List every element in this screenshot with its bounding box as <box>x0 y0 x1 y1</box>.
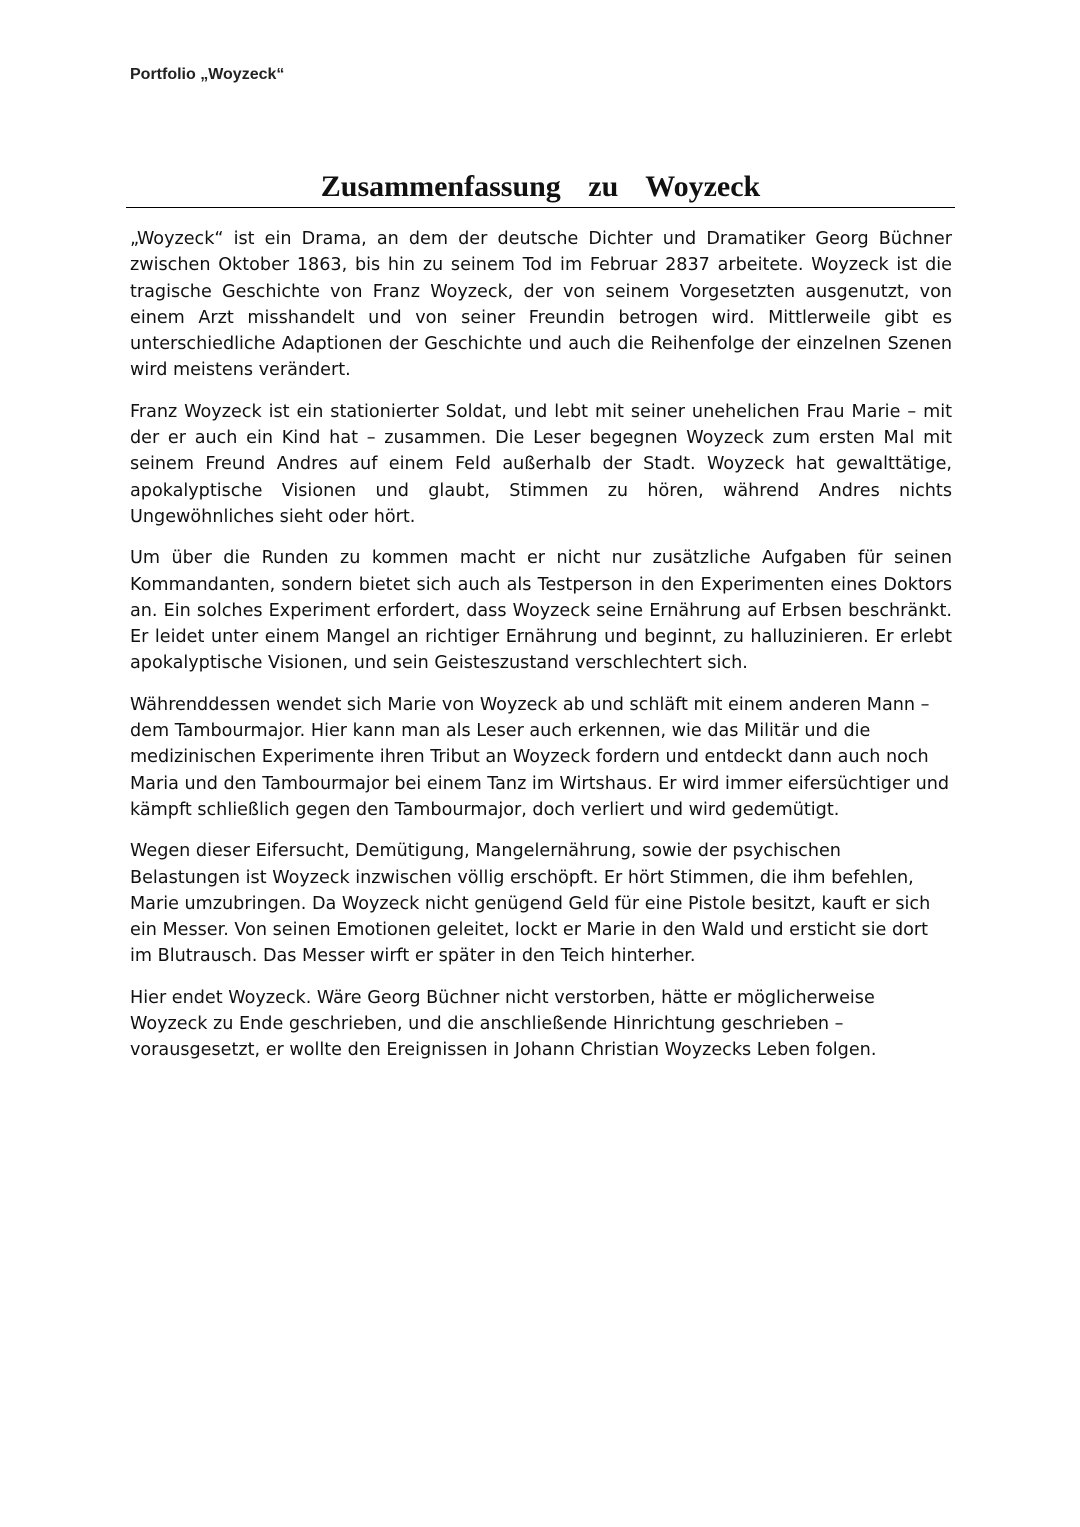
running-header: Portfolio „Woyzeck“ <box>130 66 285 83</box>
title-block <box>126 170 955 208</box>
page-title: Zusammenfassung zu Woyzeck <box>320 170 761 203</box>
paragraph-experiments: Um über die Runden zu kommen macht er nicht nur zusätzliche Aufgaben für seinen Kommandanten, sondern bietet sich auch als Testperson in den Experimenten eines Doktors an. Ein solches Experiment erfordert, dass Woyzeck seine Ernährung auf Erbsen beschränkt. Er leidet unter einem Mangel an richtiger Ernährung und beginnt, zu halluzinieren. Er erlebt apokalyptische Visionen, und sein Geisteszustand verschlechtert sich. <box>130 548 952 674</box>
document-body <box>130 226 952 1079</box>
paragraph-murder: Wegen dieser Eifersucht, Demütigung, Mangelernährung, sowie der psychischen Belastungen ist Woyzeck inzwischen völlig erschöpft. Er hört Stimmen, die ihm befehlen, Marie umzubringen. Da Woyzeck nicht genügend Geld für eine Pistole besitzt, kauft er sich ein Messer. Von seinen Emotionen geleitet, lockt er Marie in den Wald und ersticht sie dort im Blutrausch. Das Messer wirft er später in den Teich hinterher. <box>130 841 931 967</box>
paragraph-ending: Hier endet Woyzeck. Wäre Georg Büchner nicht verstorben, hätte er möglicherweise Woyzeck zu Ende geschrieben, und die anschließende Hinrichtung geschrieben – vorausgesetzt, er wollte den Ereignissen in Johann Christian Woyzecks Leben folgen. <box>130 987 877 1061</box>
paragraph-woyzeck-marie: Franz Woyzeck ist ein stationierter Soldat, und lebt mit seiner unehelichen Frau Marie – mit der er auch ein Kind hat – zusammen. Die Leser begegnen Woyzeck zum ersten Mal mit seinem Freund Andres auf einem Feld außerhalb der Stadt. Woyzeck hat gewalttätige, apokalyptische Visionen und glaubt, Stimmen zu hören, während Andres nichts Ungewöhnliches sieht oder hört. <box>130 401 952 527</box>
paragraph-tambourmajor: Währenddessen wendet sich Marie von Woyzeck ab und schläft mit einem anderen Mann – dem Tambourmajor. Hier kann man als Leser auch erkennen, wie das Militär und die medizinischen Experimente ihren Tribut an Woyzeck fordern und entdeckt dann auch noch Maria und den Tambourmajor bei einem Tanz im Wirtshaus. Er wird immer eifersüchtiger und kämpft schließlich gegen den Tambourmajor, doch verliert und wird gedemütigt. <box>130 694 950 820</box>
paragraph-intro: „Woyzeck“ ist ein Drama, an dem der deutsche Dichter und Dramatiker Georg Büchner zwischen Oktober 1863, bis hin zu seinem Tod im Februar 2837 arbeitete. Woyzeck ist die tragische Geschichte von Franz Woyzeck, der von seinem Vorgesetzten ausgenutzt, von einem Arzt misshandelt und von seiner Freundin betrogen wird. Mittlerweile gibt es unterschiedliche Adaptionen der Geschichte und auch die Reihenfolge der einzelnen Szenen wird meistens verändert. <box>130 229 952 381</box>
